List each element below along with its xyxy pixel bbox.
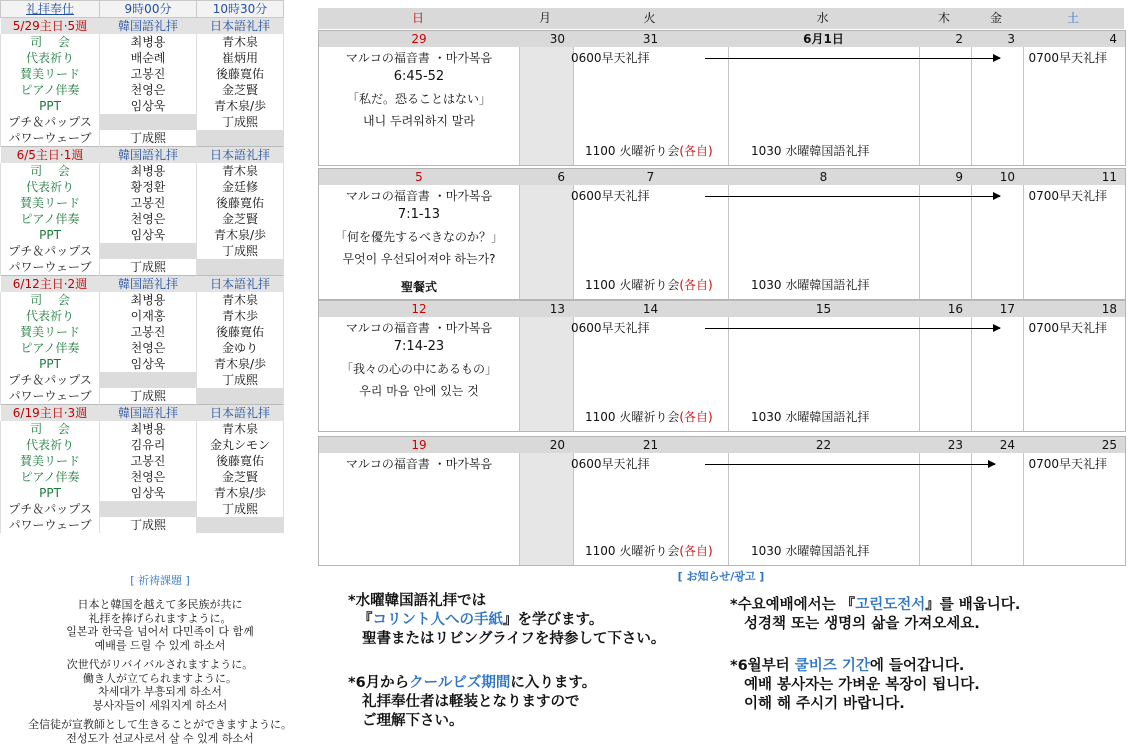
calendar-column-divider [919,437,920,565]
calendar-date-number: 18 [1023,301,1125,317]
calendar-week [318,30,1126,166]
prayer-line: 일본과 한국을 넘어서 다민족이 다 함께 [66,625,254,638]
roster-japanese-assignee: 青木歩 [197,308,284,324]
sermon-passage: 6:45-52 [393,69,445,84]
roster-col-japanese-service: 日本語礼拝 [197,276,284,293]
notice-highlight-corinthians-kr: 고린도전서 [855,597,926,613]
roster-role-row [1,421,284,437]
weekday-fri: 金 [970,8,1023,29]
roster-japanese-assignee: 崔炳用 [197,50,284,66]
weekday-sun: 日 [318,8,519,29]
roster-role-label: プチ＆パップス [1,372,100,388]
roster-korean-assignee: 丁成熙 [100,259,197,276]
roster-role-row [1,130,284,147]
prayer-request-item [12,598,308,652]
notice-kr-coolbiz-line1: *6월부터 쿨비즈 기간에 들어갑니다. [730,658,965,674]
sermon-title-kr: 우리 마음 안에 있는 것 [359,384,479,398]
roster-role-row [1,501,284,517]
roster-korean-assignee [100,114,197,130]
wednesday-korean-service: 1030 水曜韓国語礼拝 [751,410,870,424]
calendar-date-number: 3 [971,31,1023,47]
roster-korean-assignee: 丁成熙 [100,517,197,533]
tuesday-prayer-meeting: 1100 火曜祈り会(各自) [585,144,713,158]
prayer-line: 働き人が立てられますように。 [83,671,237,685]
roster-korean-assignee [100,501,197,517]
roster-role-label: 代表祈り [1,437,100,453]
roster-korean-assignee: 임상욱 [100,356,197,372]
roster-role-label: パワーウェーブ [1,388,100,405]
roster-role-row [1,308,284,324]
roster-korean-assignee: 배순례 [100,50,197,66]
notice-jp-coolbiz [348,674,596,731]
early-prayer-saturday: 0700早天礼拝 [1028,457,1107,471]
roster-japanese-assignee [197,388,284,405]
roster-role-row [1,356,284,372]
roster-col-korean-service: 韓国語礼拝 [100,147,197,164]
weekday-wed: 水 [727,8,919,29]
roster-korean-assignee: 고봉진 [100,195,197,211]
notice-kr-coolbiz-line3: 이해 해 주시기 바랍니다. [744,696,905,712]
roster-korean-assignee [100,243,197,259]
roster-week-row [1,147,284,164]
notice-highlight-corinthians: コリント人への手紙 [372,612,503,628]
roster-role-row [1,437,284,453]
roster-japanese-assignee: 青木泉/歩 [197,485,284,501]
roster-japanese-assignee: 金芝賢 [197,211,284,227]
roster-korean-assignee: 임상욱 [100,227,197,243]
roster-korean-assignee: 임상욱 [100,485,197,501]
self-study-note: (各自) [679,410,713,424]
calendar-date-number: 7 [573,169,728,185]
roster-korean-assignee: 고봉진 [100,453,197,469]
prayer-line: 礼拝を捧げられますように。 [88,611,232,625]
roster-japanese-assignee: 青木泉/歩 [197,356,284,372]
roster-col-korean-service: 韓国語礼拝 [100,18,197,35]
roster-japanese-assignee: 丁成熙 [197,501,284,517]
roster-korean-assignee: 천영은 [100,82,197,98]
sermon-title-jp: 「我々の心の中にあるもの」 [340,362,497,376]
calendar-column-divider [971,437,972,565]
roster-col-korean-service: 韓国語礼拝 [100,276,197,293]
sermon-passage: 7:14-23 [393,339,445,354]
early-prayer-saturday: 0700早天礼拝 [1028,321,1107,335]
calendar-column-divider [519,453,520,565]
early-prayer-saturday: 0700早天礼拝 [1028,51,1107,65]
weekday-tue: 火 [572,8,728,29]
sermon-title-kr: 무엇이 우선되어져야 하는가? [342,252,496,266]
calendar-column-divider [728,437,729,565]
calendar-column-divider [919,31,920,165]
roster-role-row [1,227,284,243]
sermon-title-jp: 「何を優先するべきなのか？」 [334,230,503,244]
wednesday-korean-service: 1030 水曜韓国語礼拝 [751,278,870,292]
continues-arrow [705,464,995,465]
roster-role-label: 司 会 [1,34,100,50]
roster-role-label: パワーウェーブ [1,259,100,276]
sermon-book: マルコの福音書 ・마가복음 [345,457,493,471]
roster-japanese-assignee: 金芝賢 [197,82,284,98]
wednesday-korean-service: 1030 水曜韓国語礼拝 [751,544,870,558]
roster-japanese-assignee: 後藤寛佑 [197,453,284,469]
weekday-mon: 月 [518,8,573,29]
special-event: 聖餐式 [400,280,437,294]
prayer-line: 日本と韓国を越えて多民族が共に [77,598,243,611]
roster-role-row [1,340,284,356]
calendar-column-divider [919,301,920,431]
roster-japanese-assignee: 丁成熙 [197,243,284,259]
calendar-date-number: 31 [573,31,728,47]
roster-role-label: 司 会 [1,163,100,179]
prayer-requests-title: [ 祈祷課題 ] [130,574,190,587]
sermon-book: マルコの福音書 ・마가복음 [345,51,493,65]
sermon-book: マルコの福音書 ・마가복음 [345,189,493,203]
roster-japanese-assignee: 後藤寛佑 [197,66,284,82]
roster-role-row [1,211,284,227]
calendar-date-number: 9 [919,169,971,185]
calendar-date-number: 30 [519,31,573,47]
calendar-column-divider [519,317,520,431]
roster-role-label: プチ＆パップス [1,114,100,130]
prayer-line: 봉사자들이 세워지게 하소서 [92,698,228,712]
roster-header-time-1: 9時00分 [100,1,197,18]
calendar-date-number: 29 [319,31,519,47]
calendar-date-number: 16 [919,301,971,317]
sermon-title-jp: 「私だ。恐ることはない」 [346,92,491,106]
roster-japanese-assignee: 青木泉 [197,421,284,437]
roster-japanese-assignee: 青木泉 [197,163,284,179]
roster-role-label: プチ＆パップス [1,243,100,259]
roster-role-row [1,453,284,469]
continues-arrow [705,58,1000,59]
roster-role-label: PPT [1,98,100,114]
early-prayer-weekday: 0600早天礼拝 [571,457,650,471]
notice-kr-coolbiz-line2: 예배 봉사자는 가벼운 복장이 됩니다. [744,677,980,693]
calendar-date-number: 15 [728,301,919,317]
calendar-date-number: 8 [728,169,919,185]
calendar-date-number: 5 [319,169,519,185]
roster-role-label: パワーウェーブ [1,130,100,147]
notice-kr-wed-line2: 성경책 또는 생명의 삶을 가져오세요. [744,616,980,632]
notice-jp-wed-line1: *水曜韓国語礼拝では [348,593,487,609]
notice-kr-coolbiz [730,657,980,714]
roster-role-row [1,34,284,50]
roster-korean-assignee: 이재홍 [100,308,197,324]
roster-week-row [1,18,284,35]
prayer-line: 전성도가 선교사로서 살 수 있게 하소서 [66,731,254,745]
roster-role-row [1,50,284,66]
roster-week-date: 6/12主日·2週 [1,276,100,293]
roster-japanese-assignee: 金丸シモン [197,437,284,453]
sermon-title-kr: 내니 두려워하지 말라 [363,114,475,128]
calendar-date-number: 11 [1023,169,1125,185]
early-prayer-weekday: 0600早天礼拝 [571,189,650,203]
roster-role-row [1,517,284,533]
self-study-note: (各自) [679,278,713,292]
notice-jp-coolbiz-line1: *6月からクールビズ期間に入ります。 [348,675,597,691]
roster-role-row [1,259,284,276]
roster-role-row [1,66,284,82]
roster-japanese-assignee: 金芝賢 [197,469,284,485]
prayer-request-item [12,658,308,712]
roster-role-label: 賛美リード [1,66,100,82]
roster-role-row [1,98,284,114]
calendar-date-number: 17 [971,301,1023,317]
weekday-sat: 土 [1022,8,1125,29]
wednesday-korean-service: 1030 水曜韓国語礼拝 [751,144,870,158]
calendar-date-number: 20 [519,437,573,453]
calendar-column-divider [971,169,972,299]
roster-role-label: PPT [1,356,100,372]
prayer-line: 예배를 드릴 수 있게 하소서 [94,638,226,652]
roster-japanese-assignee [197,130,284,147]
calendar-date-number: 2 [919,31,971,47]
roster-japanese-assignee [197,259,284,276]
calendar-column-divider [728,301,729,431]
prayer-line: 차세대가 부흥되게 하소서 [98,685,222,698]
sermon-book: マルコの福音書 ・마가복음 [345,321,493,335]
roster-role-row [1,469,284,485]
prayer-line: 全信徒が宣教師として生きることができますように。 [28,718,292,731]
roster-header-time-2: 10時30分 [197,1,284,18]
notice-kr-wednesday [730,596,1020,634]
calendar-column-divider [519,185,520,299]
monday-shaded-cell [519,185,573,299]
self-study-note: (各自) [679,144,713,158]
roster-japanese-assignee: 青木泉 [197,34,284,50]
roster-role-row [1,485,284,501]
roster-col-japanese-service: 日本語礼拝 [197,405,284,422]
prayer-line: 次世代がリバイバルされますように。 [66,658,254,671]
roster-role-label: PPT [1,227,100,243]
roster-korean-assignee: 천영은 [100,340,197,356]
monday-shaded-cell [519,317,573,431]
roster-role-label: 賛美リード [1,324,100,340]
roster-role-label: パワーウェーブ [1,517,100,533]
roster-role-row [1,372,284,388]
roster-role-label: 代表祈り [1,308,100,324]
monday-shaded-cell [519,453,573,565]
roster-role-row [1,195,284,211]
roster-col-korean-service: 韓国語礼拝 [100,405,197,422]
calendar-date-number: 25 [1023,437,1125,453]
calendar-date-number: 4 [1023,31,1125,47]
calendar-date-number: 21 [573,437,728,453]
roster-korean-assignee: 최병용 [100,292,197,308]
roster-korean-assignee: 丁成熙 [100,130,197,147]
roster-role-label: PPT [1,485,100,501]
roster-role-label: ピアノ伴奏 [1,340,100,356]
calendar-date-number: 13 [519,301,573,317]
roster-japanese-assignee: 後藤寛佑 [197,324,284,340]
notice-highlight-coolbiz-jp: クールビズ期間 [409,675,511,691]
roster-korean-assignee: 丁成熙 [100,388,197,405]
calendar-date-number: 14 [573,301,728,317]
tuesday-prayer-meeting: 1100 火曜祈り会(各自) [585,544,713,558]
prayer-request-item [12,718,308,745]
roster-role-label: 代表祈り [1,179,100,195]
self-study-note: (各自) [679,544,713,558]
calendar-week [318,436,1126,566]
roster-korean-assignee: 천영은 [100,469,197,485]
tuesday-prayer-meeting: 1100 火曜祈り会(各自) [585,410,713,424]
roster-japanese-assignee: 丁成熙 [197,114,284,130]
notice-jp-wednesday [348,592,665,649]
roster-week-date: 6/19主日·3週 [1,405,100,422]
roster-role-label: ピアノ伴奏 [1,469,100,485]
calendar-week [318,168,1126,300]
calendar-column-divider [519,47,520,165]
roster-japanese-assignee: 金廷修 [197,179,284,195]
roster-week-date: 6/5主日·1週 [1,147,100,164]
roster-japanese-assignee: 青木泉/歩 [197,98,284,114]
roster-role-row [1,243,284,259]
roster-japanese-assignee: 後藤寛佑 [197,195,284,211]
calendar-column-divider [971,301,972,431]
calendar-date-number: 19 [319,437,519,453]
calendar-column-divider [971,31,972,165]
roster-role-label: 賛美リード [1,453,100,469]
roster-role-label: 司 会 [1,421,100,437]
monday-shaded-cell [519,47,573,165]
roster-role-label: プチ＆パップス [1,501,100,517]
roster-week-date: 5/29主日·5週 [1,18,100,35]
roster-week-row [1,405,284,422]
roster-role-row [1,163,284,179]
roster-role-row [1,82,284,98]
roster-korean-assignee: 황정환 [100,179,197,195]
roster-role-row [1,388,284,405]
roster-role-label: ピアノ伴奏 [1,211,100,227]
roster-japanese-assignee: 青木泉 [197,292,284,308]
calendar-date-number: 12 [319,301,519,317]
roster-header-row [1,1,284,18]
calendar-column-divider [919,169,920,299]
notices-title: [ お知らせ/광고 ] [677,570,765,583]
roster-role-row [1,114,284,130]
calendar-weekday-header [318,8,1124,29]
roster-week-row [1,276,284,293]
roster-role-row [1,324,284,340]
roster-role-row [1,179,284,195]
roster-japanese-assignee: 金ゆり [197,340,284,356]
calendar-date-number: 10 [971,169,1023,185]
roster-korean-assignee: 고봉진 [100,324,197,340]
roster-korean-assignee: 임상욱 [100,98,197,114]
roster-japanese-assignee [197,517,284,533]
early-prayer-weekday: 0600早天礼拝 [571,321,650,335]
sermon-passage: 7:1-13 [397,207,441,222]
calendar-date-number: 24 [971,437,1023,453]
roster-role-row [1,292,284,308]
continues-arrow [705,328,1000,329]
roster-col-japanese-service: 日本語礼拝 [197,147,284,164]
calendar-week [318,300,1126,432]
roster-japanese-assignee: 青木泉/歩 [197,227,284,243]
calendar-column-divider [728,31,729,165]
roster-korean-assignee: 최병용 [100,163,197,179]
calendar-date-number: 22 [728,437,919,453]
calendar-date-number: 6月1日 [728,31,919,47]
roster-korean-assignee: 최병용 [100,34,197,50]
roster-korean-assignee: 김유리 [100,437,197,453]
calendar-date-number: 6 [519,169,573,185]
notice-jp-wed-line3: 聖書またはリビングライフを持参して下さい。 [362,631,666,647]
tuesday-prayer-meeting: 1100 火曜祈り会(各自) [585,278,713,292]
roster-korean-assignee: 천영은 [100,211,197,227]
notice-jp-wed-line2: 『コリント人への手紙』を学びます。 [358,612,604,628]
roster-role-label: ピアノ伴奏 [1,82,100,98]
roster-korean-assignee [100,372,197,388]
continues-arrow [705,196,1000,197]
service-roster-table [0,0,284,533]
roster-col-japanese-service: 日本語礼拝 [197,18,284,35]
roster-header-service: 礼拝奉仕 [1,1,100,18]
roster-role-label: 賛美リード [1,195,100,211]
weekday-thu: 木 [918,8,971,29]
roster-role-label: 代表祈り [1,50,100,66]
roster-korean-assignee: 최병용 [100,421,197,437]
roster-role-label: 司 会 [1,292,100,308]
notice-jp-coolbiz-line2: 礼拝奉仕者は軽装となりますので [362,694,580,710]
notice-jp-coolbiz-line3: ご理解下さい。 [362,713,464,729]
notice-kr-wed-line1: *수요예배에서는 『고린도전서』를 배웁니다. [730,597,1021,613]
early-prayer-saturday: 0700早天礼拝 [1028,189,1107,203]
calendar-column-divider [728,169,729,299]
roster-japanese-assignee: 丁成熙 [197,372,284,388]
roster-korean-assignee: 고봉진 [100,66,197,82]
notice-highlight-coolbiz-kr: 쿨비즈 기간 [794,658,870,674]
calendar-date-number: 23 [919,437,971,453]
early-prayer-weekday: 0600早天礼拝 [571,51,650,65]
